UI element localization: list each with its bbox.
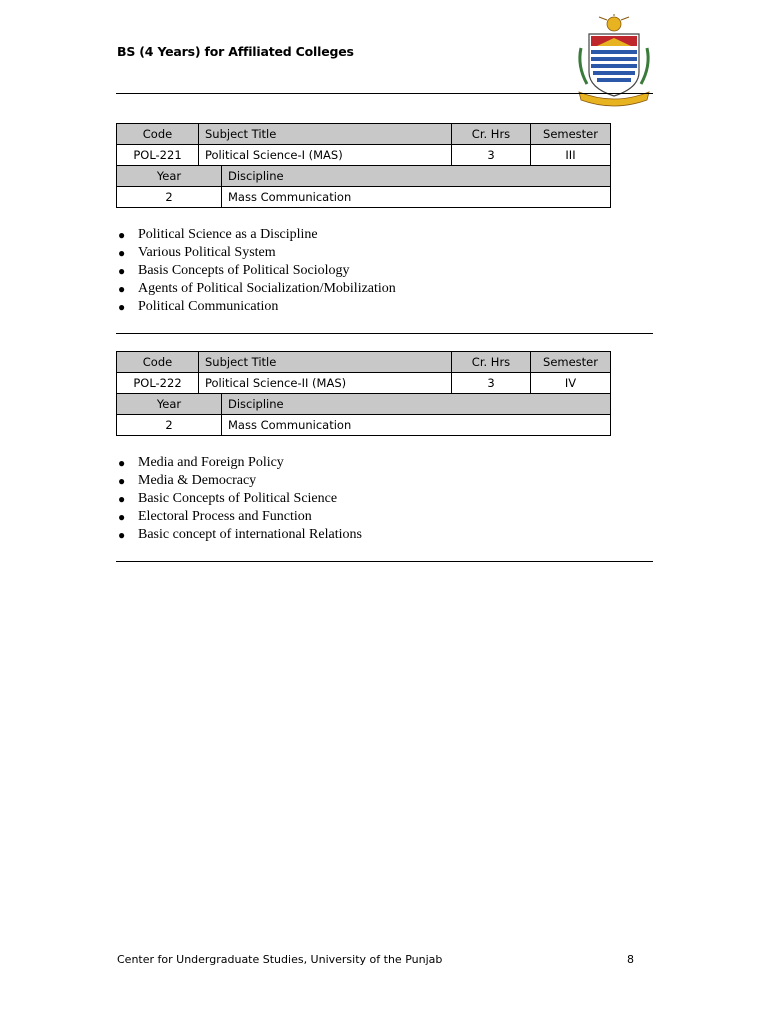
credit-hours-header: Cr. Hrs [452,124,531,145]
list-item: ● Political Science as a Discipline [118,227,318,242]
subject-title-header: Subject Title [199,352,452,373]
course-discipline: Mass Communication [222,187,611,208]
list-item: ● Basic concept of international Relations [118,527,362,542]
semester-header: Semester [531,352,611,373]
course-subject-title: Political Science-I (MAS) [199,145,452,166]
section-divider [116,561,653,562]
course-code: POL-221 [117,145,199,166]
list-item: ● Agents of Political Socialization/Mobilization [118,281,396,296]
header-divider [116,93,653,94]
list-item: ● Media and Foreign Policy [118,455,284,470]
course-semester: IV [531,373,611,394]
list-item: ● Various Political System [118,245,276,260]
discipline-header: Discipline [222,394,611,415]
code-header: Code [117,124,199,145]
subject-title-header: Subject Title [199,124,452,145]
course-discipline: Mass Communication [222,415,611,436]
year-header: Year [117,394,222,415]
credit-hours-header: Cr. Hrs [452,352,531,373]
course-discipline-table-pol-222 [116,393,611,436]
list-item: ● Basic Concepts of Political Science [118,491,338,506]
document-title: BS (4 Years) for Affiliated Colleges [117,44,354,59]
course-semester: III [531,145,611,166]
discipline-header: Discipline [222,166,611,187]
page-number: 8 [627,953,634,966]
course-table-pol-222 [116,351,611,394]
course-year: 2 [117,415,222,436]
course-credit-hours: 3 [452,145,531,166]
section-divider [116,333,653,334]
course-code: POL-222 [117,373,199,394]
year-header: Year [117,166,222,187]
course-topics-list [116,454,362,544]
course-table-pol-221 [116,123,611,166]
footer-institution: Center for Undergraduate Studies, University of the Punjab [117,953,443,966]
list-item: ● Media & Democracy [118,473,257,488]
course-topics-list [116,226,396,316]
course-discipline-table-pol-221 [116,165,611,208]
list-item: ● Electoral Process and Function [118,509,312,524]
course-credit-hours: 3 [452,373,531,394]
semester-header: Semester [531,124,611,145]
course-subject-title: Political Science-II (MAS) [199,373,452,394]
list-item: ● Political Communication [118,299,279,314]
list-item: ● Basis Concepts of Political Sociology [118,263,350,278]
course-year: 2 [117,187,222,208]
code-header: Code [117,352,199,373]
